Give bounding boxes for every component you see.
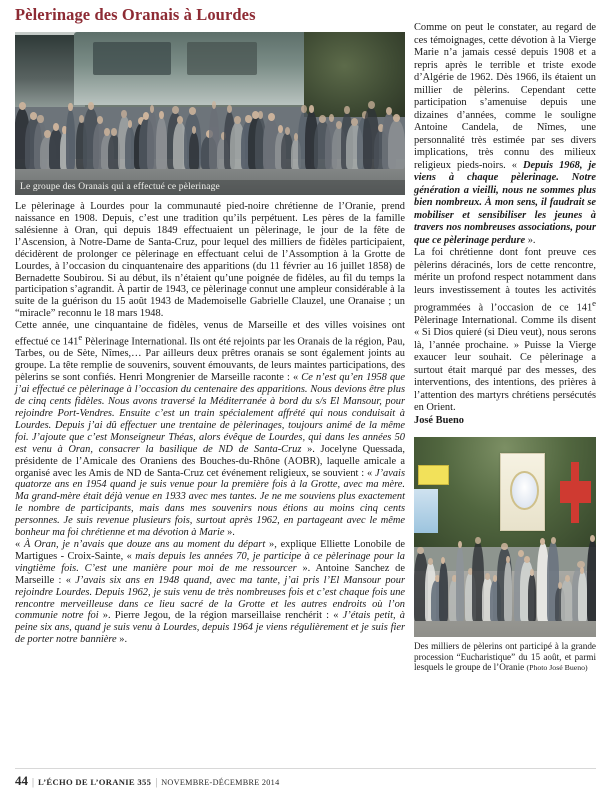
virgin-mary-medallion-icon [510,471,538,510]
photo-bus-window-1 [93,42,171,75]
quote-lonobile-a: À Oran, je n’avais que douze ans au moment du départ [23,538,266,550]
sign-orane-icon [418,465,449,485]
photo-bus-window-2 [187,42,257,75]
page-number: 44 [15,773,28,788]
procession-photo-caption: Des milliers de pèlerins ont participé à la grande procession “Eucharistique” du 15 août, et parmi lesquels le groupe de l’Oranie (Photo José Bueno) [414,641,596,673]
left-column [15,6,405,646]
quote-lonobile-b: mais depuis les années 70, je participe à ce pèlerinage pour la vingtième fois. C’est une manière pour moi de me ressourcer [15,550,405,574]
footer-separator-1: | [32,777,35,788]
procession-pilgrims [414,517,596,621]
photo-credit: (Photo José Bueno) [526,663,588,673]
ordinal-superscript-2: e [592,298,596,308]
paragraph-2: Cette année, une cinquantaine de fidèles, venus de Marseille et des villes voisines ont effectué ce 141e Pèlerinage International. Ils ont été rejoints par les Oranais de la région, Pau, Tarbes, ou de Sète, Nîmes,… Par ailleurs deux prêtres oranais se sont également joints au groupe. La tête remplie de souvenirs, souvent émouvants, de leurs maintes participations, des pèlerins se sont confiés. Henri Mongrenier de Marseille raconte : « Ce n’est qu’en 1958 que j’ai effectué ce pèlerinage à l’occasion du centenaire des apparitions. Nous devions être plus de cinq cents fidèles. Nous avons traversé la Méditerranée à bord du s/s El Mansour, pour rejoindre Port-Vendres. Ensuite c’est un train spécialement affrété qui nous conduisait à Lourdes. Depuis j’ai dû effectuer une trentaine de pèlerinages, toujours animé de la même foi. J’ajoute que c’est Monseigneur Théas, alors évêque de Lourdes, qui dans les années 50 est venu à Oran, consacrer la basilique de ND de Santa-Cruz ». Jocelyne Quessada, présidente de l’Amicale des Oraniens des Bouches-du-Rhône (AOBR), laquelle amicale a organisé avec les Amis de ND de Santa-Cruz cet événement religieux, se souvient : « J’avais quatorze ans en 1954 quand je suis venue pour la première fois à la Grotte, avec ma mère. Ma grand-mère était déjà venue en 1933 avec mes tantes. Je ne me souviens plus exactement le nombre de participants, mais dans mes souvenirs nous étions au moins cinq cents personnes. Je suis revenue plusieurs fois, surtout après 1962, en partageant avec le même bonheur ma foi chrétienne et ma dévotion à Marie ». [15,320,405,539]
page-footer [15,773,279,789]
issue-date: NOVEMBRE-DÉCEMBRE 2014 [161,778,280,787]
quote-mongrenier: Ce n’est qu’en 1958 que j’ai effectué ce pèlerinage à l’occasion du centenaire des apparitions. Nous devions être plus de cinq cents fidèles. Nous avons traversé la Méditerranée à bord du s/s El Mansour, pour rejoindre Port-Vendres. Ensuite c’est un train spécialement affrété qui nous conduisait à Lourdes. Depuis j’ai dû effectuer une trentaine de pèlerinages, toujours animé de la même foi. J’ajoute que c’est Monseigneur Théas, alors évêque de Lourdes, qui dans les années 50 est venu à Oran, consacrer la basilique de ND de Santa-Cruz [15,372,405,455]
footer-separator-2: | [155,777,158,788]
procession-photo [414,437,596,637]
quote-quessada: J’avais quatorze ans en 1954 quand je suis venue pour la première fois à la Grotte, avec ma mère. Ma grand-mère était déjà venue en 1933 avec mes tantes. Je ne me souviens plus exactement le nombre de participants, mais dans mes souvenirs nous étions au moins cinq cents personnes. Je suis revenue plusieurs fois, surtout après 1962, en partageant avec le même bonheur ma foi chrétienne et ma dévotion à Marie [15,467,405,539]
quote-candela: Depuis 1968, je viens à chaque pèlerinage. Notre génération a vieilli, nous ne sommes plus bien nombreux. À mon sens, il faudrait se mobiliser et sensibiliser les jeunes à travers nos nombreuses associations, pour que ce pèlerinage perdure [414,159,596,246]
paragraph-3: « À Oran, je n’avais que douze ans au moment du départ », explique Elliette Lonobile de Martigues - Croix-Sainte, « mais depuis les années 70, je participe à ce pèlerinage pour la vingtième fois. C’est une manière pour moi de me ressourcer ». Antoine Sanchez de Marseille : « J’avais six ans en 1948 quand, avec ma tante, j’ai pris l’El Mansour pour rejoindre Lourdes. Depuis 1962, je suis venu de très nombreuses fois et c’est chaque fois une rencontre merveilleuse dans ce lieu sacré de la Grotte et les autres endroits où l’on communie notre foi ». Pierre Jegou, de la région marseillaise renchérit : « J’étais petit, à peine six ans, quand je suis venu à Lourdes, depuis 1964 je viens régulièrement et je suis fier de porter notre bannière ». [15,538,406,646]
right-column [414,22,596,674]
photo-group-of-people [15,94,405,169]
author-byline: José Bueno [414,414,464,426]
page-title: Pèlerinage des Oranais à Lourdes [15,5,256,24]
magazine-name: L’ÉCHO DE L’ORANIE 355 [38,777,152,787]
quote-jegou: J’étais petit, à peine six ans, quand je suis venu à Lourdes, depuis 1964 je viens régulièrement et je suis fier de porter notre bannière [15,610,405,646]
ordinal-superscript-1: e [78,332,83,343]
footer-divider [15,768,596,769]
main-photo [15,32,405,195]
right-body-text [414,22,596,427]
paragraph-1: Le pèlerinage à Lourdes pour la communauté pied-noire chrétienne de l’Oranie, prend naissance en 1908. Depuis, c’est une tradition qu’ils perpétuent. Les pères de la famille salésienne à Oran, qui depuis 1849 effectuaient un pèlerinage, le jour de la fête de l’Ascension, à Notre-Dame de Santa-Cruz, pour lequel des milliers de fidèles participaient, décidèrent de prolonger ce pèlerinage en effectuant celui de l’Assomption à la Grotte de Lourdes, à l’occasion du cinquantenaire des apparitions (du 11 février au 16 juillet 1858) de Bernadette Soubirou. Si au début, ils n’étaient qu’une poignée de fidèles, au fil du temps la participation s’agrandit. À partir de 1943, ce pèlerinage connut une ampleur considérable à la suite de la guérison du 15 août 1943 de Mademoiselle Gabrielle Clauzel, une Oranaise ; un “miracle” reconnu le 18 mars 1948. [15,201,405,320]
left-body-text [15,201,405,646]
quote-sanchez: J’avais six ans en 1948 quand, avec ma tante, j’ai pris l’El Mansour pour rejoindre Lourdes. Depuis 1962, je suis venu de très nombreuses fois et c’est chaque fois une rencontre merveilleuse dans ce lieu sacré de la Grotte et les autres endroits où l’on communie notre foi [15,574,405,622]
main-photo-caption: Le groupe des Oranais qui a effectué ce pèlerinage [15,180,405,195]
right-paragraph-1: Comme on peut le constater, au regard de ces témoignages, cette dévotion à la Vierge Marie n’a jamais cessé depuis 1908 et a repris après le terrible et triste exode d’Algérie de 1962. Dès 1966, ils étaient un millier de pèlerins. Cependant cette participation s’amenuise depuis une dizaines d’années, comme le souligne Antoine Candela, de Nîmes, une personnalité très estimée par ses divers implications, très connu des milieux religieux pieds-noirs. « Depuis 1968, je viens à chaque pèlerinage. Notre génération a vieilli, nous ne sommes plus bien nombreux. À mon sens, il faudrait se mobiliser et sensibiliser les jeunes à travers nos nombreuses associations, pour que ce pèlerinage perdure ». [414,22,596,246]
right-paragraph-2: La foi chrétienne dont font preuve ces pèlerins déracinés, lors de cette rencontre, mérite un profond respect notamment dans leurs investissement à toutes les activités programmées à l’occasion de ce 141e Pèlerinage International. Comme ils disent « Si Dios quieré (si Dieu veut), nous serons là, l’année prochaine. » Puisse la Vierge exaucer leur souhait. Ce pèlerinage a surtout était marqué par des messes, des interventions, des intentions, des prières à l’attention des martyrs chrétiens persécutés en Orient. [414,247,596,414]
red-cross-icon [560,481,591,503]
